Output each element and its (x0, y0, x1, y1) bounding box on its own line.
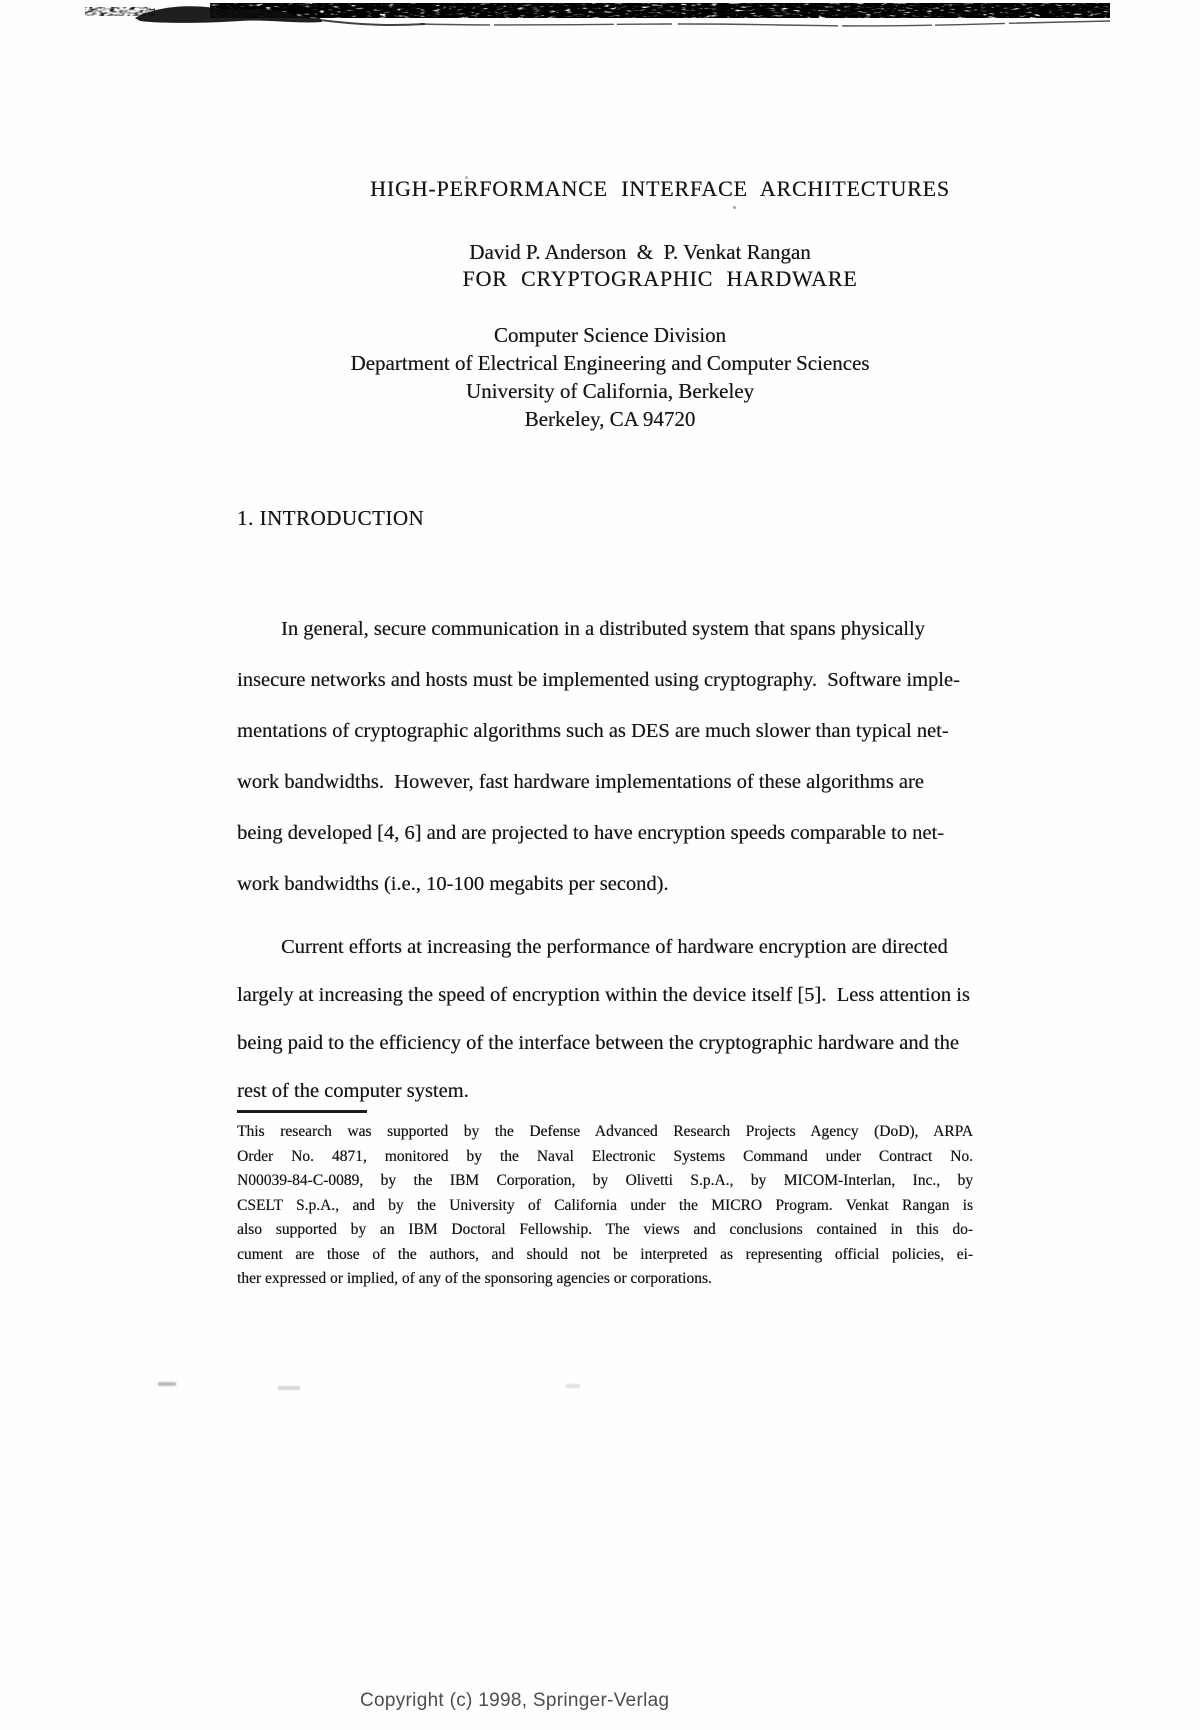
copyright-footer: Copyright (c) 1998, Springer-Verlag (360, 1690, 670, 1711)
scan-smudge (278, 1386, 300, 1390)
paper-title (130, 114, 1190, 354)
affiliation-line: Berkeley, CA 94720 (524, 407, 696, 431)
body-text-line: Current efforts at increasing the performance of hardware encryption are directed (281, 936, 948, 958)
body-text-line: In general, secure communication in a distributed system that spans physically (281, 618, 925, 640)
scan-smudge (566, 1384, 580, 1388)
paper-title-line-2: FOR CRYPTOGRAPHIC HARDWARE (462, 266, 858, 291)
footnote-line: N00039-84-C-0089, by the IBM Corporation, by Olivetti S.p.A., by MICOM-Interlan, Inc., by (237, 1172, 973, 1189)
footnote-line: cument are those of the authors, and should not be interpreted as representing official policies, ei- (237, 1246, 973, 1263)
footnote-line: also supported by an IBM Doctoral Fellowship. The views and conclusions contained in this do- (237, 1221, 973, 1238)
body-text-line: work bandwidths (i.e., 10-100 megabits per second). (237, 873, 669, 895)
affiliation-line: University of California, Berkeley (465, 379, 755, 403)
footnote-line: CSELT S.p.A., and by the University of California under the MICRO Program. Venkat Rangan is (237, 1197, 973, 1214)
footnote-line: ther expressed or implied, of any of the sponsoring agencies or corporations. (237, 1270, 712, 1287)
affiliation-line: Computer Science Division (493, 323, 727, 347)
body-text-line: mentations of cryptographic algorithms such as DES are much slower than typical net- (237, 720, 949, 742)
body-text-line: being paid to the efficiency of the interface between the cryptographic hardware and the (237, 1032, 959, 1054)
authors-line: David P. Anderson & P. Venkat Rangan (469, 240, 811, 264)
scan-smudge (158, 1382, 176, 1386)
body-text-line: rest of the computer system. (237, 1080, 469, 1102)
footnote-line: Order No. 4871, monitored by the Naval Electronic Systems Command under Contract No. (237, 1148, 973, 1165)
scan-noise-artifact (80, 1, 1120, 37)
section-heading-introduction: 1. INTRODUCTION (237, 506, 425, 530)
footnote-divider (237, 1110, 367, 1113)
affiliation-block (40, 321, 1180, 433)
body-text-line: largely at increasing the speed of encryption within the device itself [5]. Less attention is (237, 984, 970, 1006)
body-text-line: being developed [4, 6] and are projected to have encryption speeds comparable to net- (237, 822, 944, 844)
body-text-line: insecure networks and hosts must be implemented using cryptography. Software imple- (237, 669, 960, 691)
affiliation-line: Department of Electrical Engineering and Computer Sciences (350, 351, 870, 375)
paper-title-line-1: HIGH-PERFORMANCE INTERFACE ARCHITECTURES (370, 176, 950, 201)
footnote-line: This research was supported by the Defense Advanced Research Projects Agency (DoD), ARPA (237, 1123, 973, 1140)
body-text-line: work bandwidths. However, fast hardware implementations of these algorithms are (237, 771, 924, 793)
